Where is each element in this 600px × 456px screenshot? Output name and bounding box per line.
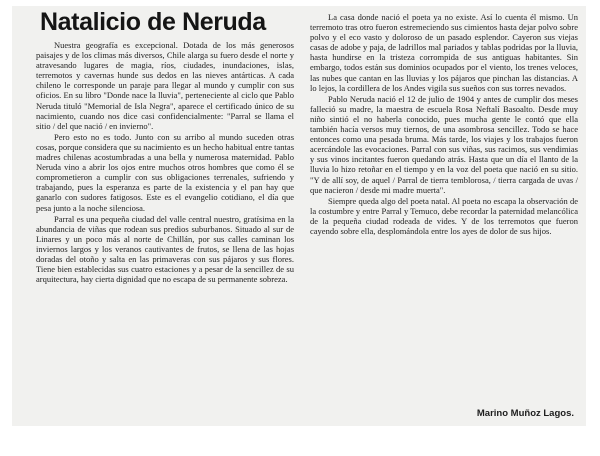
right-column <box>310 12 578 236</box>
paragraph: Nuestra geografía es excepcional. Dotada de los más generosos paisajes y de los climas más diversos, Chile alarga su fuero desde el norte y atravesando lugares de magia, ríos, ciudades, inundaciones, islas, terremotos y cavernas hunde sus dedos en las nieves antárticas. A cada chileno le corresponde un paraje para llegar al mundo y cumplir con sus oficios. En su libro "Donde nace la lluvia", perteneciente al ciclo que Pablo Neruda tituló "Memorial de Isla Negra", aparece el certificado único de su nacimiento, cuando nos dice casi confidencialmente: "Parral se llama el sitio / del que nació / en invierno". <box>36 40 294 131</box>
paragraph: Parral es una pequeña ciudad del valle central nuestro, gratísima en la abundancia de viñas que rodean sus predios suburbanos. Situado al sur de Linares y un poco más al norte de Chillán, por sus calles caminan los inviernos largos y los veranos cautivantes de frutos, se llena de las hojas doradas del otoño y salta en las primaveras con sus pájaros y sus flores. Tiene bien establecidas sus cuatro estaciones y a pesar de la sencillez de su arquitectura, hay cierta dignidad que no escapa de su permanente sobreza. <box>36 213 294 285</box>
article-title: Natalicio de Neruda <box>40 8 266 36</box>
paragraph: La casa donde nació el poeta ya no existe. Así lo cuenta él mismo. Un terremoto tras otro fueron estremeciendo sus cimientos hasta dejar polvo sobre polvo y el eco vasto y doloroso de un pasado esplendor. Cayeron sus viejas casas de adobe y paja, de ladrillos mal pariados y tablas podridas por la lluvia, hasta hundirse en la tristeza corrompida de sus antiguas habitantes. Sin embargo, todos están sus dominios ocupados por el viento, los trenes veloces, las nubes que cantan en las lluvias y los pájaros que pinchan las distancias. A lo lejos, la cordillera de los Andes vigila sus sueños con sus torres nevados. <box>310 12 578 93</box>
left-column <box>36 40 294 284</box>
newspaper-clipping <box>12 6 586 426</box>
paragraph: Pero esto no es todo. Junto con su arribo al mundo suceden otras cosas, porque considera que su nacimiento es un hecho habitual entre tantas madres chilenas acostumbradas a una bella y numerosa maternidad. Pablo Neruda vino a abrir los ojos entre muchos otros hombres que como él se comprometieron a cumplir con sus obligaciones terrenales, sufriendo y trabajando, pues la esperanza es parte de la existencia y el pan hay que ganarlo con sudores fatigosos. Este es el evangelio cotidiano, el día que pesa junto a la noche silenciosa. <box>36 131 294 213</box>
paragraph: Pablo Neruda nació el 12 de julio de 1904 y antes de cumplir dos meses falleció su madre, la maestra de escuela Rosa Neftalí Basoalto. Desde muy niño sintió el no haberla conocido, pues mucha gente le contó que ella también hacía versos muy tiernos, de una asombrosa sencillez. Todo se hace entonces como una pesada bruma. Más tarde, los viajes y los trabajos fueron acercándole las evocaciones. Parral con sus viñas, sus racimos, sus vendimias y sus vinos incitantes fueron quedando atrás. Hasta que un día el llanto de la lluvia lo hizo retoñar en el tiempo y en la voz del poeta que nació en su sitio. "Y de allí soy, de aquel / Parral de tierra temblorosa, / tierra cargada de uvas / que nacieron / desde mi madre muerta". <box>310 93 578 195</box>
paragraph: Siempre queda algo del poeta natal. Al poeta no escapa la observación de la costumbre y entre Parral y Temuco, debe recordar la paternidad melancólica de la pequeña ciudad rodeada de vides. Y de los terremotos que fueron cayendo sobre ella, desplomándola entre los ayes de dolor de sus hijos. <box>310 195 578 236</box>
author-signature: Marino Muñoz Lagos. <box>476 408 574 419</box>
